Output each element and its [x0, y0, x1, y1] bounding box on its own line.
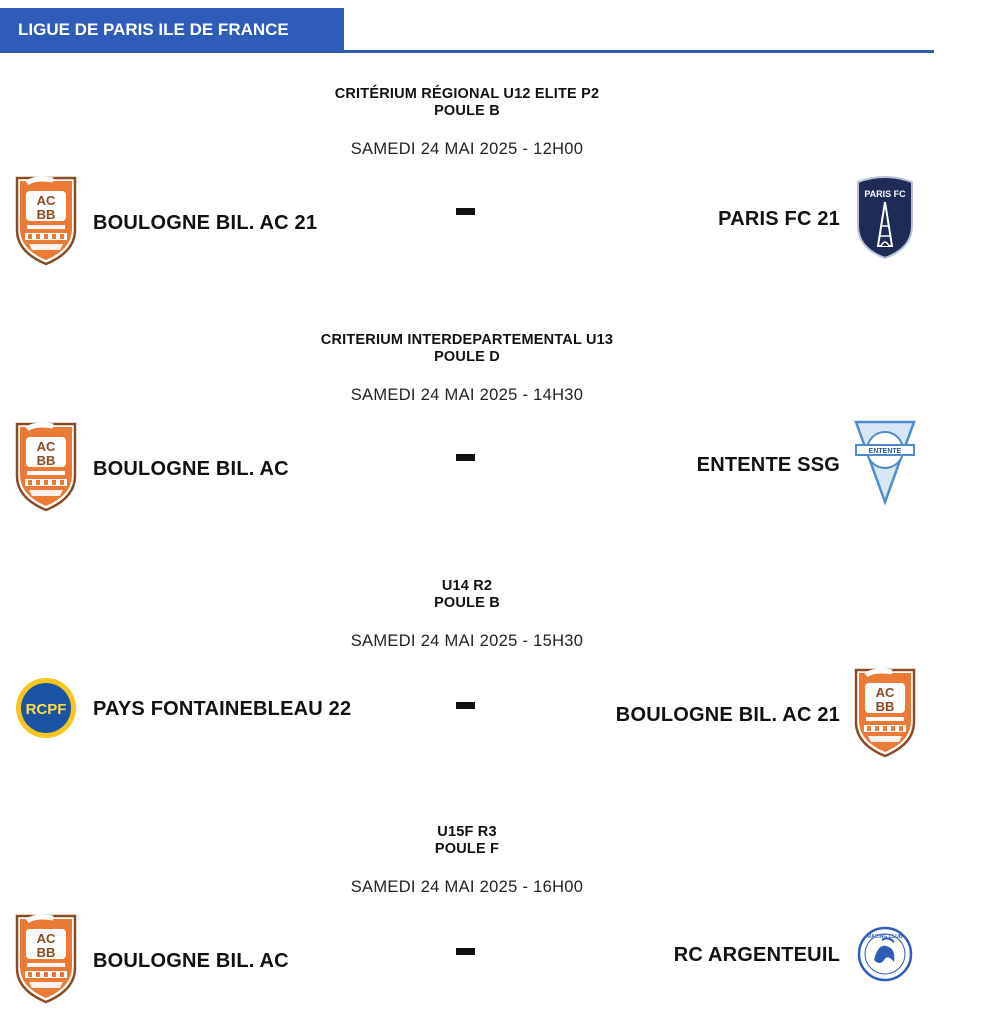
- competition-group: POULE B: [434, 103, 500, 119]
- competition-group: POULE D: [434, 349, 500, 365]
- home-team-name[interactable]: BOULOGNE BIL. AC: [93, 950, 289, 972]
- competition-group: POULE F: [434, 841, 500, 857]
- home-team-name[interactable]: BOULOGNE BIL. AC: [93, 458, 289, 480]
- competition-title: [0, 578, 934, 612]
- match-card[interactable]: [0, 86, 934, 332]
- acbb-crest-icon: [13, 420, 79, 512]
- paris-fc-crest-icon: [852, 170, 918, 262]
- acbb-crest-icon: [13, 174, 79, 266]
- entente-ssg-crest-icon: [852, 416, 918, 508]
- league-tab[interactable]: LIGUE DE PARIS ILE DE FRANCE: [0, 8, 344, 52]
- away-team-name[interactable]: PARIS FC 21: [718, 208, 840, 230]
- match-date: SAMEDI 24 MAI 2025 - 15H30: [350, 632, 584, 650]
- match-date: SAMEDI 24 MAI 2025 - 16H00: [350, 878, 584, 896]
- competition-name: U14 R2: [441, 578, 493, 594]
- rcpf-crest-icon: [13, 662, 79, 754]
- competition-group: POULE B: [434, 595, 500, 611]
- match-card[interactable]: [0, 332, 934, 578]
- league-header: [0, 8, 934, 53]
- score-separator: [456, 702, 475, 709]
- match-card[interactable]: [0, 578, 934, 824]
- acbb-crest-icon: [852, 666, 918, 758]
- score-separator: [456, 454, 475, 461]
- home-team-name[interactable]: PAYS FONTAINEBLEAU 22: [93, 698, 352, 720]
- competition-title: [0, 332, 934, 366]
- competition-name: CRITÉRIUM RÉGIONAL U12 ELITE P2: [334, 86, 600, 102]
- match-card[interactable]: [0, 824, 934, 1024]
- score-separator: [456, 208, 475, 215]
- away-team-name[interactable]: BOULOGNE BIL. AC 21: [615, 704, 840, 726]
- competition-title: [0, 86, 934, 120]
- competition-title: [0, 824, 934, 858]
- away-team-name[interactable]: RC ARGENTEUIL: [673, 944, 840, 966]
- score-separator: [456, 948, 475, 955]
- acbb-crest-icon: [13, 912, 79, 1004]
- home-team-name[interactable]: BOULOGNE BIL. AC 21: [93, 212, 318, 234]
- away-team-name[interactable]: ENTENTE SSG: [696, 454, 840, 476]
- competition-name: CRITERIUM INTERDEPARTEMENTAL U13: [320, 332, 614, 348]
- rc-argenteuil-crest-icon: [852, 908, 918, 1000]
- match-date: SAMEDI 24 MAI 2025 - 14H30: [350, 386, 584, 404]
- match-date: SAMEDI 24 MAI 2025 - 12H00: [350, 140, 584, 158]
- competition-name: U15F R3: [437, 824, 497, 840]
